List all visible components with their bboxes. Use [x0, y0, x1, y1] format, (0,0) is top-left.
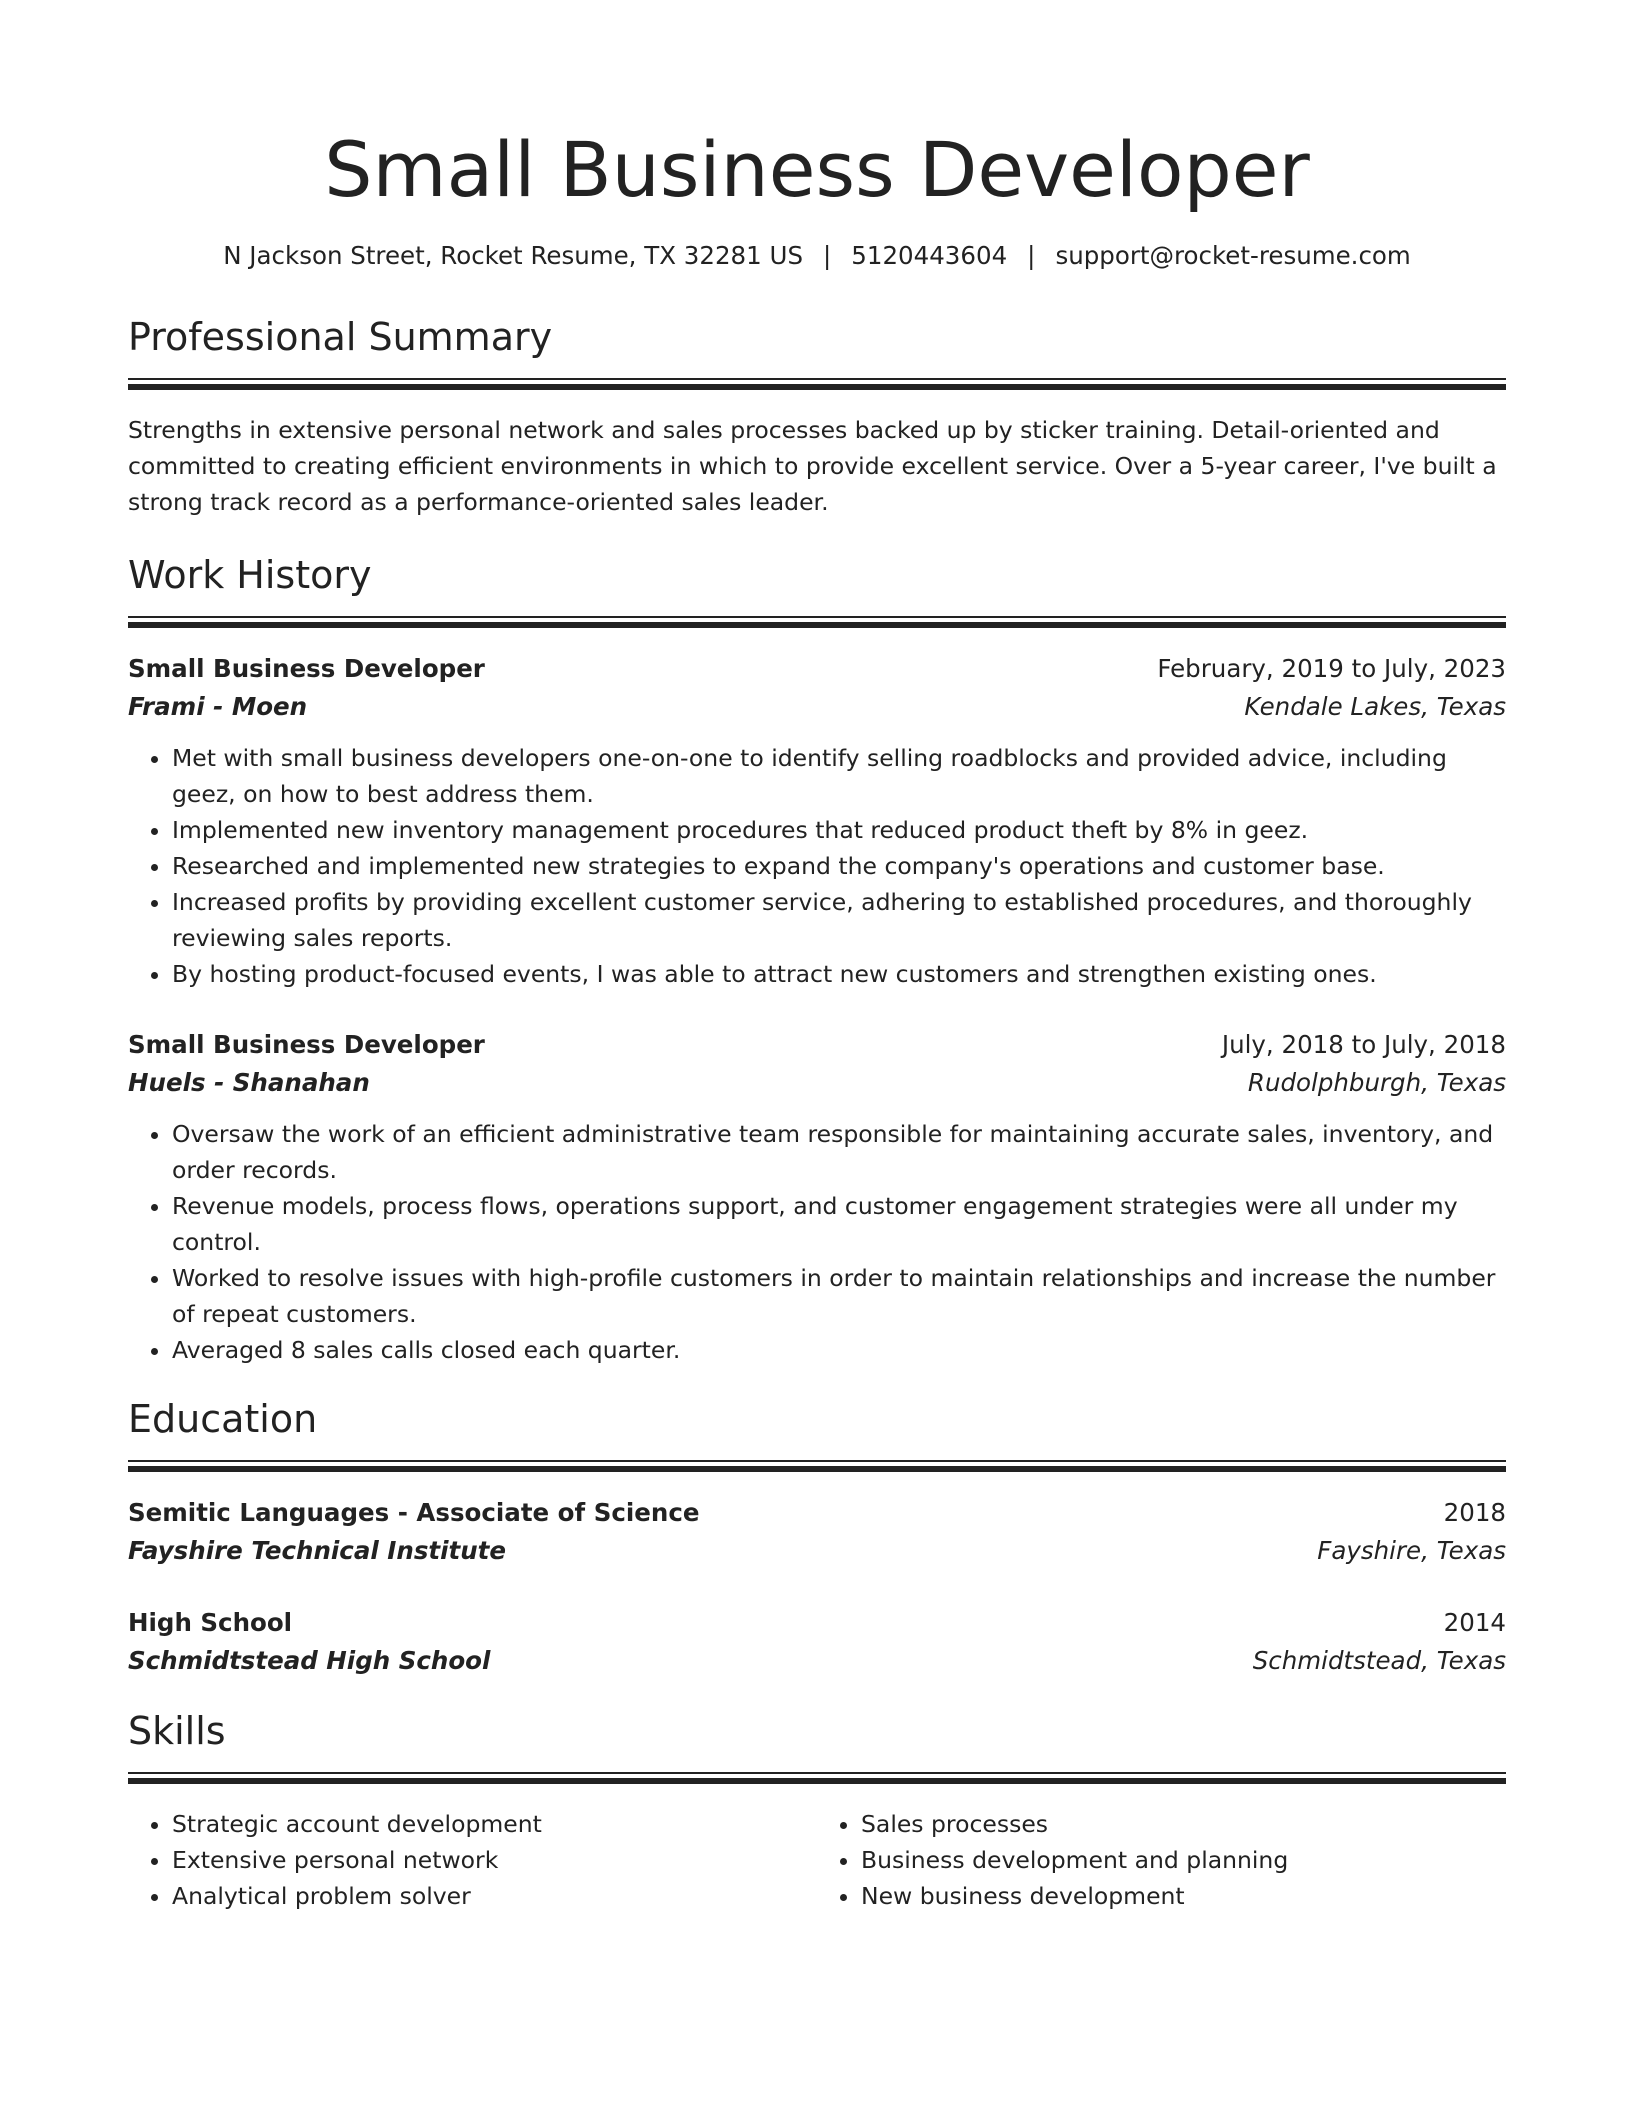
job-bullet: • Oversaw the work of an efficient administrative team responsible for maintaining accurate sales, inventory, and order records. [172, 1116, 1506, 1188]
section-divider [128, 1772, 1506, 1784]
education-year: 2018 [1443, 1498, 1506, 1527]
resume-name: Small Business Developer [324, 125, 1310, 214]
contact-separator: | [1027, 241, 1036, 270]
skills-section [128, 1706, 1506, 1914]
section-divider [128, 1460, 1506, 1472]
job-bullet: • Averaged 8 sales calls closed each quarter. [172, 1332, 1506, 1368]
education-year: 2014 [1443, 1608, 1506, 1637]
education-entry [128, 1494, 1506, 1570]
job-company: Huels - Shanahan [128, 1068, 370, 1097]
job-dates: February, 2019 to July, 2023 [1157, 654, 1506, 683]
education-school: Fayshire Technical Institute [128, 1536, 507, 1565]
job-bullets [128, 1116, 1506, 1368]
skills-heading: Skills [128, 1709, 226, 1753]
contact-phone: 5120443604 [851, 241, 1008, 270]
summary-text: Strengths in extensive personal network and sales processes backed up by sticker training. Detail-oriented and committed to creating efficient environments in which to provide excellent service. Over a 5-year career, I've built a strong track record as a performance-oriented sales leader. [128, 416, 1497, 516]
skills-list-left [128, 1806, 817, 1914]
skill-item: • Analytical problem solver [172, 1878, 817, 1914]
skill-item: • Business development and planning [861, 1842, 1506, 1878]
contact-email: support@rocket-resume.com [1055, 241, 1411, 270]
section-divider [128, 378, 1506, 390]
skills-list-right [817, 1806, 1506, 1914]
job-entry [128, 1026, 1506, 1368]
education-heading: Education [128, 1397, 318, 1441]
work-history-section [128, 550, 1506, 1368]
job-entry [128, 650, 1506, 992]
education-school: Schmidtstead High School [128, 1646, 491, 1675]
contact-line [128, 238, 1506, 274]
education-degree: High School [128, 1608, 293, 1637]
job-bullet: • By hosting product-focused events, I was able to attract new customers and strengthen existing ones. [172, 956, 1506, 992]
resume-page [128, 118, 1506, 1914]
summary-section [128, 312, 1506, 520]
job-title: Small Business Developer [128, 1030, 485, 1059]
section-divider [128, 616, 1506, 628]
job-bullets [128, 740, 1506, 992]
skill-item: • Strategic account development [172, 1806, 817, 1842]
job-bullet: • Implemented new inventory management procedures that reduced product theft by 8% in geez. [172, 812, 1506, 848]
job-company: Frami - Moen [128, 692, 308, 721]
job-location: Rudolphburgh, Texas [1247, 1068, 1506, 1097]
skill-item: • Sales processes [861, 1806, 1506, 1842]
job-title: Small Business Developer [128, 654, 485, 683]
education-degree: Semitic Languages - Associate of Science [128, 1498, 700, 1527]
job-bullet: • Increased profits by providing excellent customer service, adhering to established procedures, and thoroughly reviewing sales reports. [172, 884, 1506, 956]
skill-item: • New business development [861, 1878, 1506, 1914]
summary-heading: Professional Summary [128, 315, 553, 359]
job-location: Kendale Lakes, Texas [1244, 692, 1506, 721]
skill-item: • Extensive personal network [172, 1842, 817, 1878]
skills-columns [128, 1806, 1506, 1914]
job-bullet: • Revenue models, process flows, operations support, and customer engagement strategies were all under my control. [172, 1188, 1506, 1260]
education-section [128, 1394, 1506, 1680]
contact-separator: | [823, 241, 832, 270]
contact-address: N Jackson Street, Rocket Resume, TX 32281 US [223, 241, 804, 270]
job-dates: July, 2018 to July, 2018 [1221, 1030, 1506, 1059]
education-entry [128, 1604, 1506, 1680]
job-bullet: • Researched and implemented new strategies to expand the company's operations and customer base. [172, 848, 1506, 884]
job-bullet: • Met with small business developers one-on-one to identify selling roadblocks and provided advice, including geez, on how to best address them. [172, 740, 1506, 812]
job-bullet: • Worked to resolve issues with high-profile customers in order to maintain relationships and increase the number of repeat customers. [172, 1260, 1506, 1332]
work-history-heading: Work History [128, 553, 372, 597]
education-location: Fayshire, Texas [1317, 1536, 1506, 1565]
education-location: Schmidtstead, Texas [1252, 1646, 1506, 1675]
